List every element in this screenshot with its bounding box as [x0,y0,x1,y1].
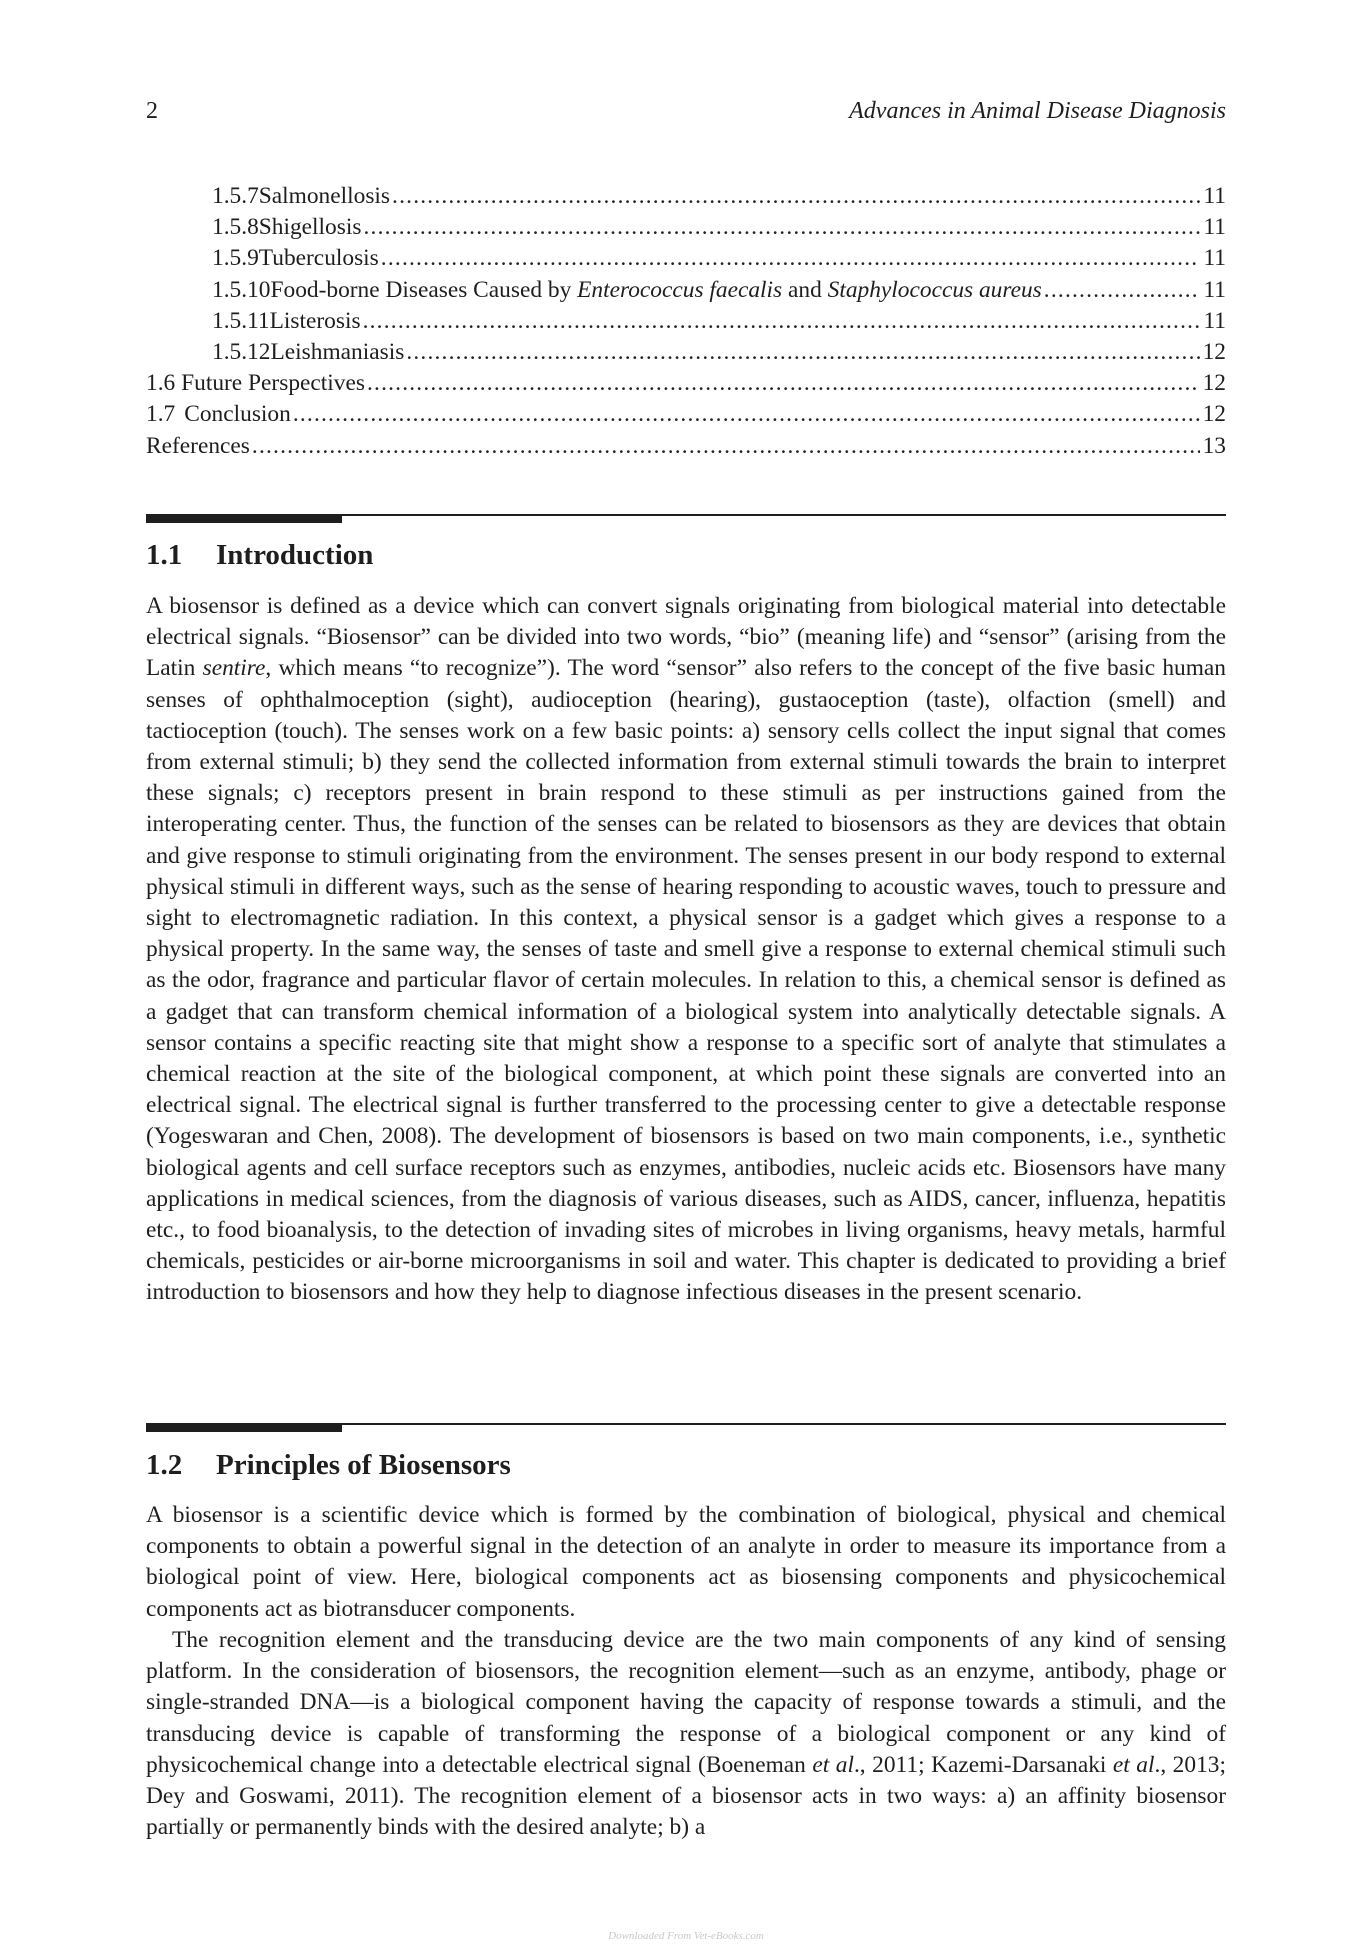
toc-entry-page: 11 [1203,276,1226,303]
toc-title-species: Enterococcus faecalis [577,276,783,303]
toc-entry-title: Conclusion [184,401,291,428]
toc-leader-dots [293,399,1200,430]
toc-leader-dots [381,243,1201,274]
section-heading-principles [146,1447,511,1483]
toc-entry-title: Salmonellosis [258,183,391,209]
section-title: Introduction [216,539,374,571]
toc-entry[interactable] [146,306,1226,337]
toc-entry[interactable] [146,275,1226,306]
toc-title-part: and [782,276,828,303]
text-run: , which means “to recognize”). The word “sensor” also refers to the concept of the five basic human senses of ophthalmoception (sight), audioception (hearing), gustaoception (taste), olfaction (smell) and tactioception (touch). The senses work on a few basic points: a) sensory cells collect the input signal that comes from external stimuli; b) they send the collected information from external stimuli towards the brain to interpret these signals; c) receptors present in brain respond to these stimuli as per instructions gained from the interoperating center. Thus, the function of the senses can be related to biosensors as they are devices that obtain and give response to stimuli originating from the environment. The senses present in our body respond to external physical stimuli in different ways, such as the sense of hearing responding to acoustic waves, touch to pressure and sight to electromagnetic radiation. In this context, a physical sensor is a gadget which gives a response to a physical property. In the same way, the senses of taste and smell give a response to external chemical stimuli such as the odor, fragrance and particular flavor of certain molecules. In relation to this, a chemical sensor is defined as a gadget that can transform chemical information of a biological system into analytically detectable signals. A sensor contains a specific reacting site that might show a response to a specific sort of analyte that stimulates a chemical reaction at the site of the biological component, at which point these signals are converted into an electrical signal. The electrical signal is further transferred to the processing center to give a detectable response (Yogeswaran and Chen, 2008). The development of biosensors is based on two main components, i.e., synthetic biological agents and cell surface receptors such as enzymes, antibodies, nucleic acids etc. Biosensors have many applications in medical sciences, from the diagnosis of various diseases, such as AIDS, cancer, influenza, hepatitis etc., to food bioanalysis, to the detection of invading sites of microbes in living organisms, heavy metals, harmful chemicals, pesticides or air-borne microorganisms in soil and water. This chapter is dedicated to providing a brief introduction to biosensors and how they help to diagnose infectious diseases in the present scenario. [146,655,1227,1306]
toc-leader-dots [392,181,1200,212]
toc-entry-title: Shigellosis [258,214,362,241]
toc-leader-dots [363,212,1200,243]
citation-etal: et al [1112,1751,1155,1778]
toc-entry-title [270,275,1041,306]
toc-leader-dots [406,337,1199,368]
toc-entry-page: 13 [1202,432,1226,459]
toc-entry[interactable] [146,212,1226,243]
text-run: The recognition element and the transducing device are the two main components of any kind of sensing platform. In the consideration of biosensors, the recognition element—such as an enzyme, antibody, phage or single-stranded DNA—is a biological component having the capacity of response towards a stimuli, and the transducing device is capable of transforming the response of a biological component or any kind of physicochemical change into a detectable electrical signal (Boeneman [146,1627,1226,1778]
toc-entry-title: Leishmaniasis [270,338,405,365]
section-rule-accent [146,1423,342,1432]
toc-entry-number: 1.5.7 [212,183,259,209]
citation-etal: et al [812,1751,854,1778]
section-number: 1.1 [146,539,183,571]
toc-entry-page: 11 [1203,183,1226,209]
toc-entry-page: 11 [1203,307,1226,334]
toc-entry-page: 12 [1202,401,1226,428]
section-number: 1.2 [146,1449,183,1481]
toc-entry-number: 1.5.9 [212,245,259,272]
toc-entry-title: Tuberculosis [258,245,379,272]
toc-entry-number: 1.5.11 [212,307,270,334]
text-run: A biosensor is defined as a device which can convert signals originating from biological material into detectable electrical signals. “Biosensor” can be divided into two words, “bio” (meaning life) and “sensor” (arising from the Latin [146,593,1226,682]
toc-entry-page: 12 [1202,338,1226,365]
toc-entry[interactable] [146,181,1226,212]
running-title: Advances in Animal Disease Diagnosis [849,98,1226,124]
text-run: ., 2011; Kazemi-Darsanaki [853,1751,1113,1778]
text-run: ., 2013; Dey and Goswami, 2011). The recognition element of a biosensor acts in two ways: a) an affinity biosensor partially or permanently binds with the desired analyte; b) a [146,1751,1226,1841]
toc-entry-title: Listerosis [269,307,361,334]
intro-paragraph [146,591,1226,1309]
toc-leader-dots [363,306,1201,337]
toc-leader-dots [1044,275,1201,306]
download-watermark: Downloaded From Vet-eBooks.com [608,1930,764,1942]
table-of-contents [146,181,1226,462]
page-number: 2 [146,98,158,124]
latin-term: sentire [202,655,266,682]
toc-entry-number: 1.5.8 [212,214,259,241]
toc-entry-page: 11 [1203,245,1226,272]
toc-entry-title: Future Perspectives [181,370,365,397]
section-title: Principles of Biosensors [216,1449,511,1481]
toc-entry[interactable] [146,243,1226,274]
section-heading-introduction [146,537,373,573]
toc-entry-page: 12 [1202,370,1226,397]
principles-paragraph-2 [146,1625,1226,1843]
toc-entry-title: References [146,432,250,459]
toc-leader-dots [252,431,1200,462]
toc-entry[interactable] [146,368,1226,399]
toc-entry-number: 1.6 [146,370,176,397]
toc-title-part: Food-borne Diseases Caused by [270,276,578,303]
toc-entry[interactable] [146,337,1226,368]
toc-entry-number: 1.5.10 [212,276,271,303]
section-rule-accent [146,514,342,523]
toc-entry-page: 11 [1203,214,1226,241]
principles-paragraph-1: A biosensor is a scientific device which is formed by the combination of biological, physical and chemical components to obtain a powerful signal in the detection of an analyte in order to measure its importance from a biological point of view. Here, biological components act as biosensing components and physicochemical components act as biotransducer components. [146,1502,1226,1622]
toc-leader-dots [367,368,1200,399]
toc-title-species: Staphylococcus aureus [827,276,1042,303]
toc-entry-number: 1.5.12 [212,338,271,365]
page-header [146,94,1226,128]
toc-entry[interactable] [146,431,1226,462]
toc-entry-number: 1.7 [146,401,176,428]
toc-entry[interactable] [146,399,1226,430]
